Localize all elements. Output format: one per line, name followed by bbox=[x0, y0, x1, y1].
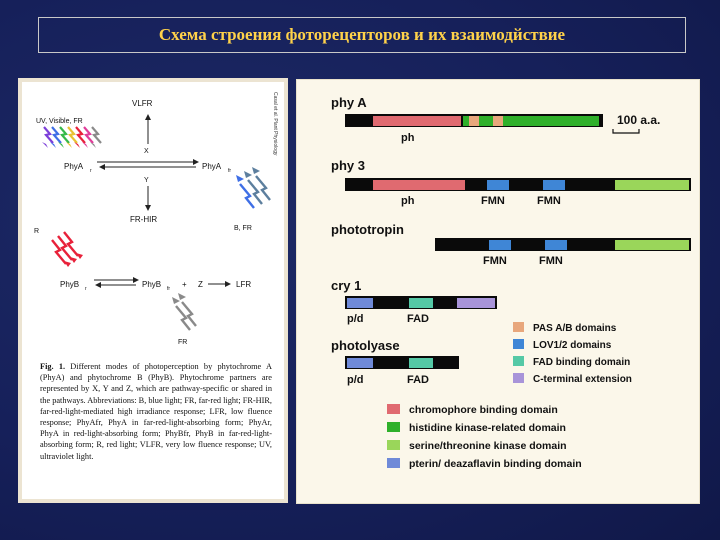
red-bolts bbox=[52, 232, 83, 267]
scale-bar bbox=[613, 129, 639, 133]
blue-bolt-icon bbox=[52, 127, 61, 143]
svg-text:r: r bbox=[85, 286, 87, 292]
x-label: X bbox=[144, 148, 149, 155]
cterm-domain bbox=[457, 298, 495, 308]
cry1-fad-label: FAD bbox=[407, 313, 429, 325]
serine-domain bbox=[615, 240, 689, 250]
phya-bar bbox=[345, 114, 603, 127]
figure-caption bbox=[40, 361, 272, 462]
legend-swatch-chromophore bbox=[387, 404, 400, 414]
photoperception-figure bbox=[18, 78, 288, 503]
title-box bbox=[38, 17, 686, 53]
light-top-label: UV, Visible, FR bbox=[36, 118, 83, 125]
cry1-pd-label: p/d bbox=[347, 313, 364, 325]
phy3-ph-label: ph bbox=[401, 195, 415, 207]
phyb-r-label: PhyB bbox=[60, 280, 80, 289]
b-fr-label: B, FR bbox=[234, 225, 252, 232]
legend-swatch-pas bbox=[513, 322, 524, 332]
fr-bolts bbox=[172, 293, 196, 330]
blue-bolt-icon bbox=[240, 184, 254, 208]
pas-domain bbox=[493, 116, 503, 126]
serine-domain bbox=[615, 180, 689, 190]
caption-lead: Fig. 1. bbox=[40, 362, 66, 371]
pas-domain bbox=[469, 116, 479, 126]
domain-figure bbox=[296, 79, 700, 504]
legend-top bbox=[513, 322, 632, 385]
phototropin-bar bbox=[435, 238, 691, 251]
r-label: R bbox=[34, 228, 40, 235]
uv-bolt-icon bbox=[44, 127, 53, 143]
plus-sign: + bbox=[182, 280, 187, 289]
grey-bolt-icon bbox=[92, 127, 101, 143]
legend-label-pas: PAS A/B domains bbox=[533, 323, 617, 334]
b-fr-bolts bbox=[236, 167, 270, 208]
phyb-fr-label: PhyB bbox=[142, 280, 162, 289]
legend-swatch-fad bbox=[513, 356, 524, 366]
pterin-domain bbox=[347, 358, 373, 368]
lov-domain bbox=[543, 180, 565, 190]
svg-text:fr: fr bbox=[167, 286, 171, 292]
legend-label-lov: LOV1/2 domains bbox=[533, 340, 612, 351]
phototropin-fmn-label: FMN bbox=[483, 255, 507, 267]
protein-name-phototropin: phototropin bbox=[331, 222, 404, 237]
histidine-domain bbox=[503, 116, 599, 126]
phy3-bar bbox=[345, 178, 691, 191]
photolyase-fad-label: FAD bbox=[407, 374, 429, 386]
photolyase-bar bbox=[345, 356, 459, 369]
vlfr-label: VLFR bbox=[132, 99, 153, 108]
fad-domain bbox=[409, 358, 433, 368]
pink-bolt-icon bbox=[84, 127, 93, 143]
legend-label-pterin: pterin/ deazaflavin binding domain bbox=[409, 458, 582, 470]
protein-name-phya: phy A bbox=[331, 95, 367, 110]
lov-domain bbox=[545, 240, 567, 250]
steel-bolt-icon bbox=[248, 180, 262, 204]
svg-text:fr: fr bbox=[228, 168, 232, 174]
protein-name-photolyase: photolyase bbox=[331, 338, 400, 353]
legend-swatch-lov bbox=[513, 339, 524, 349]
caption-text: Different modes of photoperception by phytochrome A (PhyA) and phytochrome B (PhyB). Phytochrome partners are represented by X, Y and Z, which are pathway-specific or shared in the pathways. Abbreviations: B, blue light; FR, far-red light; FR-HIR, far-red-light-mediated high irradiance response; LFR, low fluence response; PhyAfr, PhyA in far-red-light-absorbing form; PhyAr, PhyA in red-light-absorbing form; PhyBfr, PhyB in far-red-light-absorbing form; R, red light; VLFR, very low fluence response; UV, ultraviolet light. bbox=[40, 362, 272, 461]
chromophore-domain bbox=[373, 180, 465, 190]
steel-bolt-icon bbox=[256, 176, 270, 200]
phya-r-label: PhyA bbox=[64, 162, 84, 171]
protein-name-phy3: phy 3 bbox=[331, 158, 365, 173]
phy3-fmn-label-2: FMN bbox=[537, 195, 561, 207]
frhir-label: FR-HIR bbox=[130, 215, 158, 224]
legend-label-cterm: C-terminal extension bbox=[533, 374, 632, 385]
svg-text:r: r bbox=[90, 168, 92, 174]
lfr-label: LFR bbox=[236, 280, 252, 289]
photolyase-pd-label: p/d bbox=[347, 374, 364, 386]
yellow-bolt-icon bbox=[68, 127, 77, 143]
legend-label-fad: FAD binding domain bbox=[533, 357, 631, 368]
pterin-domain bbox=[347, 298, 373, 308]
legend-bottom bbox=[387, 404, 582, 470]
chromophore-domain bbox=[373, 116, 461, 126]
legend-swatch-histidine bbox=[387, 422, 400, 432]
scale-label: 100 a.a. bbox=[617, 113, 661, 127]
fad-domain bbox=[409, 298, 433, 308]
legend-label-serine: serine/threonine kinase domain bbox=[409, 440, 567, 452]
phy3-fmn-label: FMN bbox=[481, 195, 505, 207]
phya-fr-label: PhyA bbox=[202, 162, 222, 171]
legend-swatch-serine bbox=[387, 440, 400, 450]
domain-diagram bbox=[297, 80, 699, 503]
red-bolt-icon bbox=[76, 127, 85, 143]
y-label: Y bbox=[144, 177, 149, 184]
protein-name-cry1: cry 1 bbox=[331, 278, 362, 293]
legend-swatch-pterin bbox=[387, 458, 400, 468]
phya-ph-label: ph bbox=[401, 132, 415, 144]
legend-label-chromophore: chromophore binding domain bbox=[409, 404, 558, 416]
legend-swatch-cterm bbox=[513, 373, 524, 383]
side-note: Casal et al. Plant Physiology bbox=[272, 92, 278, 156]
z-label: Z bbox=[198, 280, 203, 289]
lov-domain bbox=[489, 240, 511, 250]
lov-domain bbox=[487, 180, 509, 190]
fr-label: FR bbox=[178, 339, 188, 346]
slide-title: Схема строения фоторецепторов и их взаимодйствие bbox=[158, 25, 566, 44]
cry1-bar bbox=[345, 296, 497, 309]
green-bolt-icon bbox=[60, 127, 69, 143]
light-bolts-top bbox=[42, 127, 101, 148]
legend-label-histidine: histidine kinase-related domain bbox=[409, 422, 566, 434]
phototropin-fmn-label-2: FMN bbox=[539, 255, 563, 267]
